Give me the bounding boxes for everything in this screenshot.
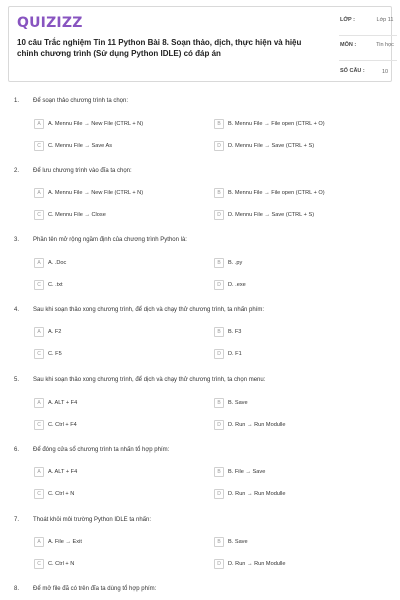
option-letter-badge: A <box>34 327 44 337</box>
option-text: B. .py <box>228 260 243 266</box>
meta-divider <box>339 60 397 61</box>
option-text: C. Mennu File → Close <box>48 212 106 218</box>
answer-option-d[interactable] <box>214 279 374 291</box>
option-letter-badge: D <box>214 559 224 569</box>
question-text: Sau khi soạn thảo xong chương trình, để dịch và chạy thử chương trình, ta nhấn phím: <box>33 307 265 313</box>
answer-option-c[interactable] <box>34 279 194 291</box>
answer-option-b[interactable] <box>214 466 374 478</box>
question-text: Để đóng cửa sổ chương trình ta nhấn tổ hợp phím: <box>33 447 170 453</box>
option-letter-badge: B <box>214 537 224 547</box>
option-letter-badge: B <box>214 258 224 268</box>
option-text: D. Run → Run Modulle <box>228 491 286 497</box>
question-text: Thoát khỏi môi trường Python IDLE ta nhấn: <box>33 517 152 523</box>
option-text: A. Mennu File → New File (CTRL + N) <box>48 121 144 127</box>
question-text: Để mở file đã có trên đĩa ta dùng tổ hợp phím: <box>33 586 157 592</box>
option-text: A. F2 <box>48 329 62 335</box>
option-letter-badge: A <box>34 119 44 129</box>
option-text: C. Mennu File → Save As <box>48 143 113 149</box>
answer-option-c[interactable] <box>34 209 194 221</box>
option-letter-badge: B <box>214 327 224 337</box>
answer-option-d[interactable] <box>214 140 374 152</box>
answer-option-c[interactable] <box>34 419 194 431</box>
option-text: D. F1 <box>228 351 242 357</box>
option-letter-badge: C <box>34 210 44 220</box>
option-text: B. Mennu File → File open (CTRL + O) <box>228 121 325 127</box>
question-number: 8. <box>14 586 20 592</box>
answer-option-a[interactable] <box>34 187 194 199</box>
option-text: C. F5 <box>48 351 62 357</box>
answer-option-b[interactable] <box>214 187 374 199</box>
question-text: Phần tên mở rộng ngầm định của chương trình Python là: <box>33 237 187 243</box>
subject-value: Tin học <box>376 42 394 48</box>
question-number: 7. <box>14 517 20 523</box>
option-letter-badge: D <box>214 280 224 290</box>
option-letter-badge: D <box>214 141 224 151</box>
question-number: 4. <box>14 307 20 313</box>
option-text: B. File → Save <box>228 469 266 475</box>
worksheet-title: 10 câu Trắc nghiệm Tin 11 Python Bài 8. Soạn thảo, dịch, thực hiện và hiệu chỉnh chương trình (Sử dụng Python IDLE) có đáp án <box>17 38 302 58</box>
answer-option-b[interactable] <box>214 257 374 269</box>
option-text: B. F3 <box>228 329 242 335</box>
answer-option-a[interactable] <box>34 257 194 269</box>
answer-option-d[interactable] <box>214 419 374 431</box>
option-text: D. .exe <box>228 282 246 288</box>
answer-option-c[interactable] <box>34 558 194 570</box>
answer-option-d[interactable] <box>214 209 374 221</box>
option-text: D. Run → Run Modulle <box>228 422 286 428</box>
question-text: Để lưu chương trình vào đĩa ta chọn: <box>33 168 132 174</box>
quizizz-logo[interactable]: QUIZIZZ <box>17 15 83 31</box>
option-letter-badge: B <box>214 467 224 477</box>
option-letter-badge: A <box>34 537 44 547</box>
option-letter-badge: C <box>34 280 44 290</box>
answer-option-a[interactable] <box>34 536 194 548</box>
answer-option-b[interactable] <box>214 397 374 409</box>
answer-option-c[interactable] <box>34 348 194 360</box>
question-text: Để soạn thảo chương trình ta chọn: <box>33 98 129 104</box>
question-number: 3. <box>14 237 20 243</box>
option-letter-badge: D <box>214 349 224 359</box>
option-letter-badge: D <box>214 420 224 430</box>
option-text: A. ALT + F4 <box>48 469 78 475</box>
question-number: 2. <box>14 168 20 174</box>
option-text: C. Ctrl + N <box>48 491 75 497</box>
option-text: C. .txt <box>48 282 63 288</box>
worksheet-header <box>8 6 392 82</box>
option-letter-badge: C <box>34 489 44 499</box>
option-text: C. Ctrl + F4 <box>48 422 77 428</box>
question-number: 5. <box>14 377 20 383</box>
option-text: B. Save <box>228 539 248 545</box>
option-letter-badge: A <box>34 467 44 477</box>
answer-option-b[interactable] <box>214 326 374 338</box>
count-label: SỐ CÂU : <box>340 68 365 74</box>
answer-option-b[interactable] <box>214 118 374 130</box>
option-text: D. Mennu File → Save (CTRL + S) <box>228 212 315 218</box>
option-letter-badge: B <box>214 119 224 129</box>
count-value: 10 <box>381 69 389 75</box>
answer-option-a[interactable] <box>34 118 194 130</box>
option-text: D. Run → Run Modulle <box>228 561 286 567</box>
option-letter-badge: D <box>214 489 224 499</box>
option-letter-badge: C <box>34 141 44 151</box>
option-letter-badge: B <box>214 188 224 198</box>
option-text: B. Save <box>228 400 248 406</box>
option-text: B. Mennu File → File open (CTRL + O) <box>228 190 325 196</box>
option-text: A. Mennu File → New File (CTRL + N) <box>48 190 144 196</box>
subject-label: MÔN : <box>340 42 357 48</box>
question-text: Sau khi soạn thảo xong chương trình, để dịch và chạy thử chương trình, ta chọn menu: <box>33 377 266 383</box>
meta-divider <box>339 35 397 36</box>
option-text: A. ALT + F4 <box>48 400 78 406</box>
question-number: 6. <box>14 447 20 453</box>
answer-option-c[interactable] <box>34 488 194 500</box>
class-value: Lớp 11 <box>376 17 394 23</box>
option-letter-badge: C <box>34 349 44 359</box>
answer-option-c[interactable] <box>34 140 194 152</box>
option-letter-badge: D <box>214 210 224 220</box>
option-letter-badge: C <box>34 420 44 430</box>
option-letter-badge: B <box>214 398 224 408</box>
answer-option-a[interactable] <box>34 326 194 338</box>
answer-option-d[interactable] <box>214 558 374 570</box>
answer-option-b[interactable] <box>214 536 374 548</box>
answer-option-d[interactable] <box>214 348 374 360</box>
option-letter-badge: A <box>34 258 44 268</box>
option-text: A. File → Exit <box>48 539 82 545</box>
option-letter-badge: A <box>34 188 44 198</box>
option-text: A. .Doc <box>48 260 67 266</box>
class-label: LỚP : <box>340 17 355 23</box>
option-text: D. Mennu File → Save (CTRL + S) <box>228 143 315 149</box>
option-letter-badge: C <box>34 559 44 569</box>
option-text: C. Ctrl + N <box>48 561 75 567</box>
answer-option-a[interactable] <box>34 466 194 478</box>
answer-option-a[interactable] <box>34 397 194 409</box>
question-number: 1. <box>14 98 20 104</box>
answer-option-d[interactable] <box>214 488 374 500</box>
option-letter-badge: A <box>34 398 44 408</box>
